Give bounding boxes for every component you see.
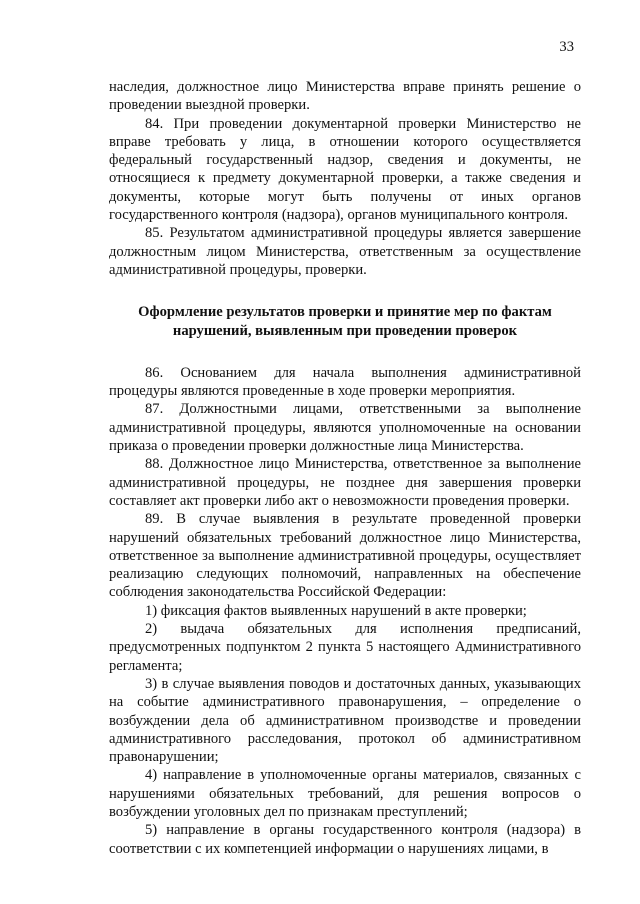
page-number: 33 xyxy=(559,39,574,55)
paragraph-89: 89. В случае выявления в результате проведенной проверки нарушений обязательных требований должностное лицо Министерства, ответственное за выполнение административной процедуры, осуществляет реализацию следующих полномочий, направленных на обеспечение соблюдения законодательства Российской Федерации: xyxy=(109,511,581,601)
list-item-5: 5) направление в органы государственного контроля (надзора) в соответствии с их компетенцией информации о нарушениях лицами, в xyxy=(109,822,581,857)
paragraph-86: 86. Основанием для начала выполнения административной процедуры являются проведенные в ходе проверки мероприятия. xyxy=(109,364,581,400)
paragraph-88: 88. Должностное лицо Министерства, ответственное за выполнение административной процедуры, не позднее дня завершения проверки составляет акт проверки либо акт о невозможности проведения проверки. xyxy=(109,456,581,509)
paragraph-87: 87. Должностными лицами, ответственными за выполнение административной процедуры, являются уполномоченные на основании приказа о проведении проверки должностные лица Министерства. xyxy=(109,401,581,455)
paragraph-85: 85. Результатом административной процедуры является завершение должностным лицом Министерства, ответственным за осуществление административной процедуры, проверки. xyxy=(109,225,581,278)
document-body xyxy=(109,78,581,858)
section-heading: Оформление результатов проверки и принятие мер по фактам нарушений, выявленным при проведении проверок xyxy=(138,304,552,339)
paragraph-continuation: наследия, должностное лицо Министерства вправе принять решение о проведении выездной проверки. xyxy=(109,79,581,114)
list-item-3: 3) в случае выявления поводов и достаточных данных, указывающих на событие административного правонарушения, – определение о возбуждении дела об административном производстве и проведении административного расследования, протокол об административном правонарушении; xyxy=(109,675,581,766)
paragraph-84: 84. При проведении документарной проверки Министерство не вправе требовать у лица, в отношении которого осуществляется федеральный государственный надзор, сведения и документы, не относящиеся к предмету документарной проверки, а также сведения и документы, которые могут быть получены от иных органов государственного контроля (надзора), органов муниципального контроля. xyxy=(109,115,581,224)
list-item-4: 4) направление в уполномоченные органы материалов, связанных с нарушениями обязательных требований, для решения вопросов о возбуждении уголовных дел по признакам преступлений; xyxy=(109,767,581,820)
list-item-2: 2) выдача обязательных для исполнения предписаний, предусмотренных подпунктом 2 пункта 5 настоящего Административного регламента; xyxy=(109,621,581,674)
list-item-1: 1) фиксация фактов выявленных нарушений в акте проверки; xyxy=(145,602,527,619)
